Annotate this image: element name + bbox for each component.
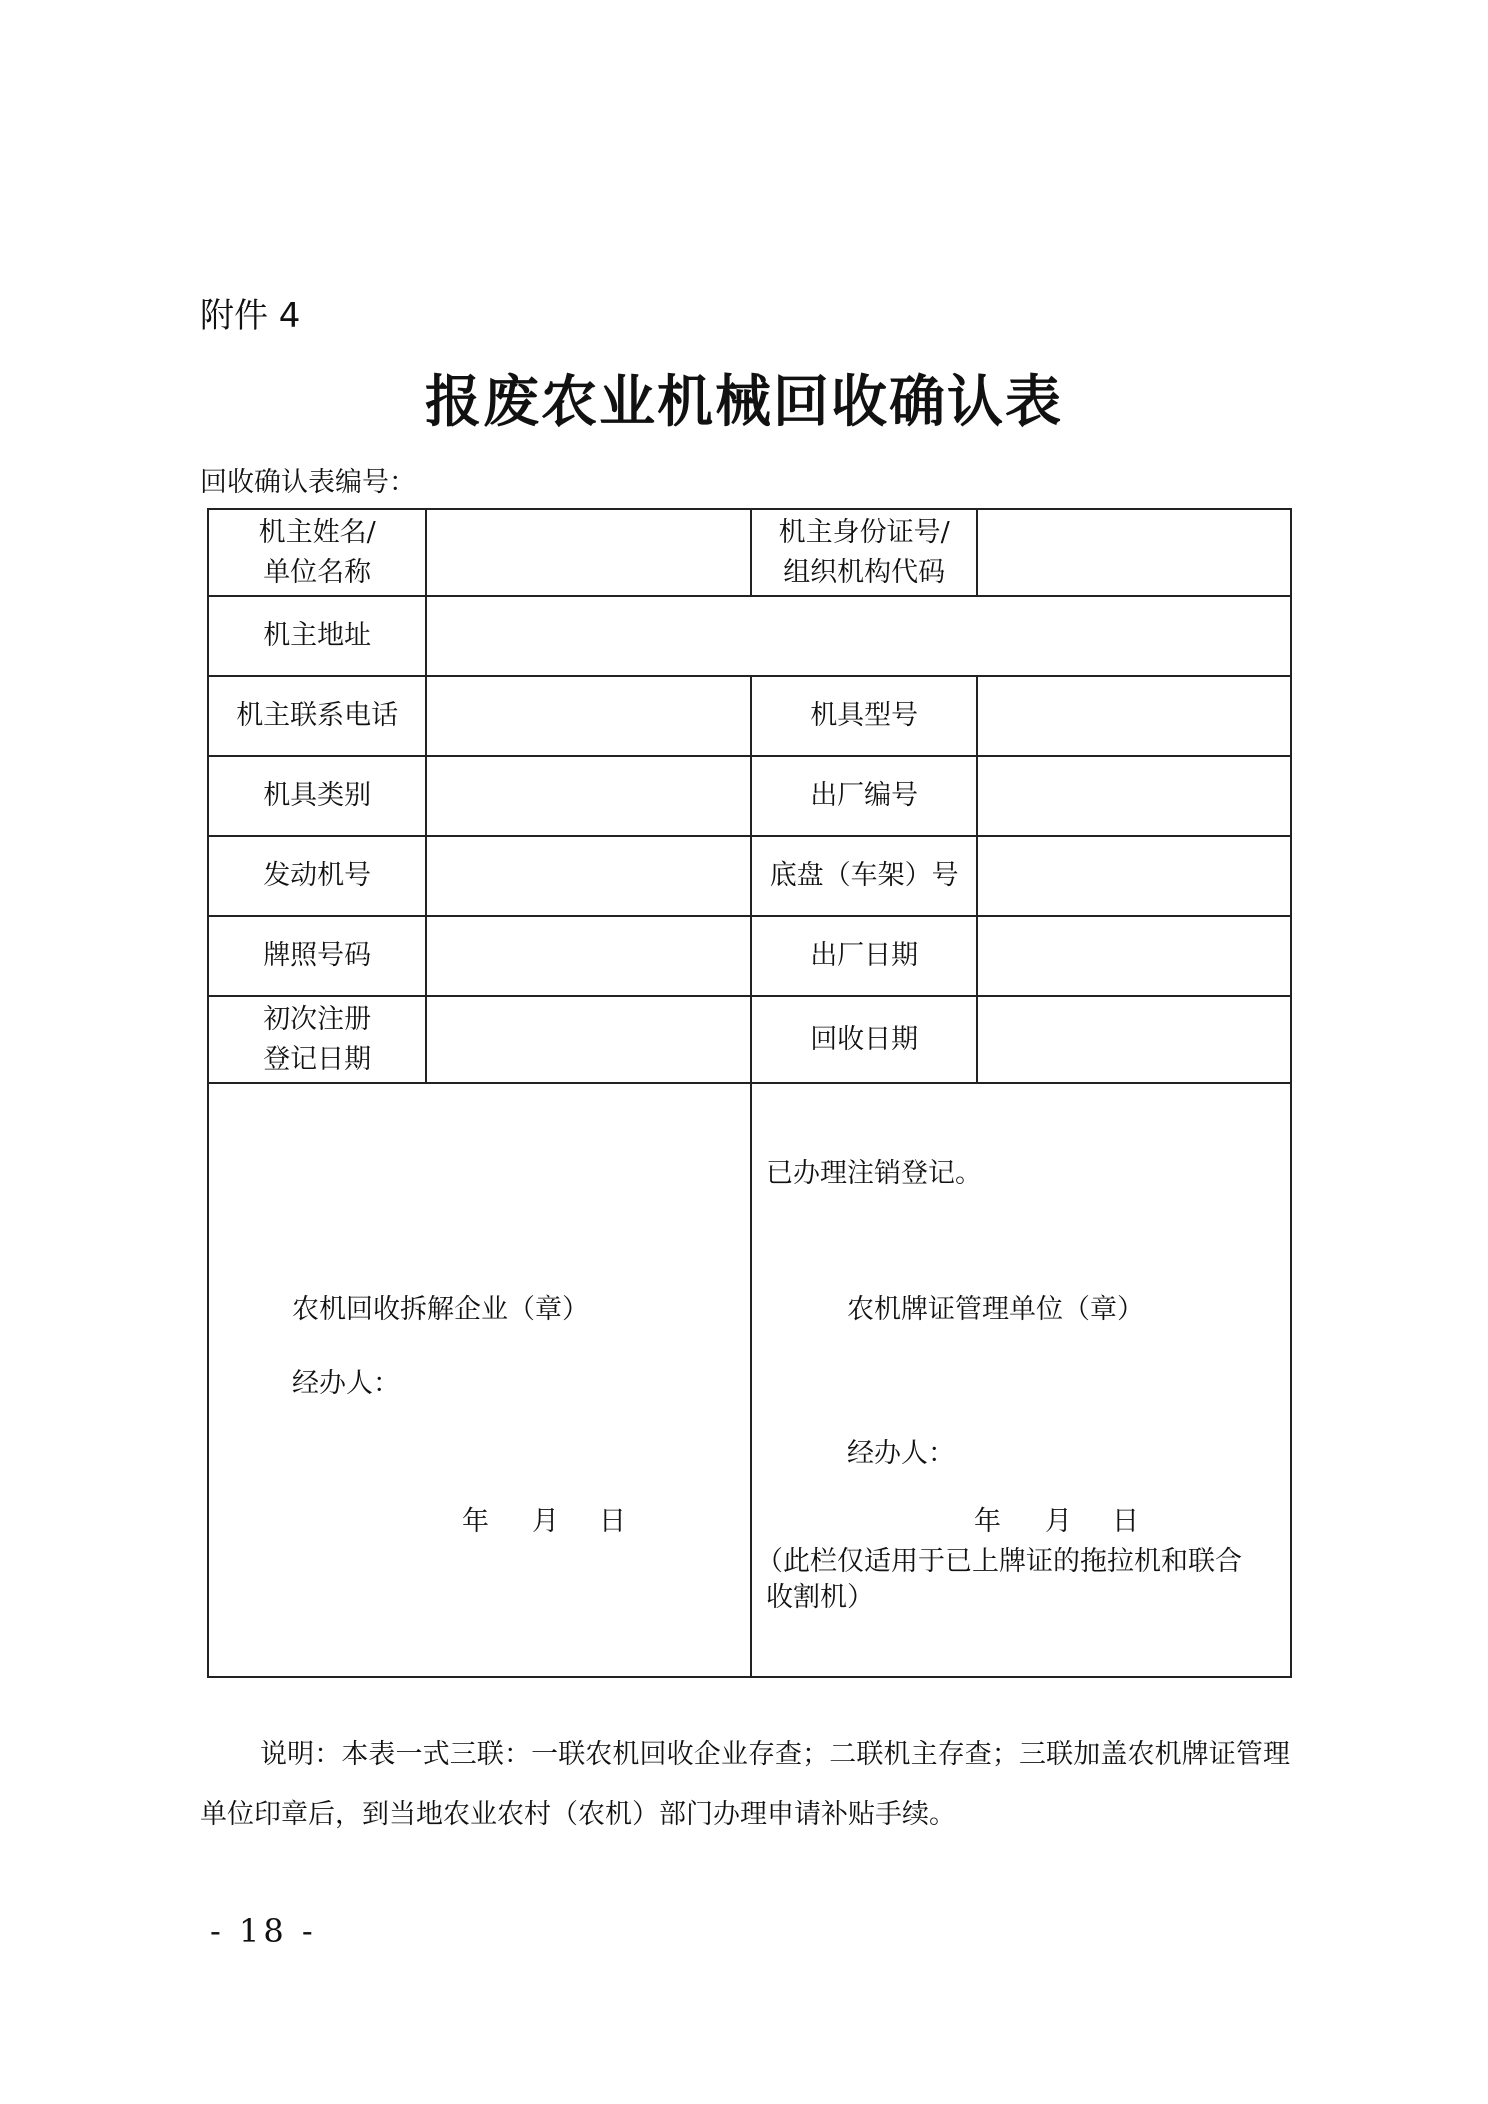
footnote-line1: （此栏仅适用于已上牌证的拖拉机和联合 — [755, 1546, 1242, 1577]
model-field[interactable] — [977, 676, 1291, 756]
table-row — [208, 836, 1291, 916]
authority-label: 农机牌证管理单位（章） — [846, 1294, 1144, 1325]
chassis-number-label: 底盘（车架）号 — [751, 836, 977, 916]
recycler-date-day: 日 — [599, 1506, 626, 1537]
engine-number-label: 发动机号 — [208, 836, 426, 916]
owner-id-label-line2: 组织机构代码 — [783, 556, 946, 588]
recycle-date-label: 回收日期 — [751, 996, 977, 1083]
recycle-date-field[interactable] — [977, 996, 1291, 1083]
recycler-handler-label: 经办人： — [292, 1368, 400, 1399]
owner-id-field[interactable] — [977, 509, 1291, 596]
factory-date-label: 出厂日期 — [751, 916, 977, 996]
recycler-company-label: 农机回收拆解企业（章） — [292, 1294, 589, 1325]
table-row — [208, 756, 1291, 836]
form-number-label: 回收确认表编号： — [200, 467, 416, 498]
plate-number-label: 牌照号码 — [208, 916, 426, 996]
owner-name-label-line2: 单位名称 — [263, 556, 372, 588]
owner-name-label-line1: 机主姓名/ — [258, 516, 376, 548]
factory-date-field[interactable] — [977, 916, 1291, 996]
owner-address-field[interactable] — [426, 596, 1291, 676]
instructions-note: 说明：本表一式三联：一联农机回收企业存查；二联机主存查；三联加盖农机牌证管理单位印章后，到当地农业农村（农机）部门办理申请补贴手续。 — [200, 1739, 1290, 1830]
owner-phone-label: 机主联系电话 — [208, 676, 426, 756]
table-row — [208, 596, 1291, 676]
recycler-date-year: 年 — [462, 1506, 489, 1537]
table-row — [208, 509, 1291, 596]
owner-name-label — [208, 509, 426, 596]
owner-name-field[interactable] — [426, 509, 751, 596]
owner-id-label-line1: 机主身份证号/ — [778, 516, 950, 548]
authority-date-month: 月 — [1044, 1506, 1072, 1537]
first-registration-field[interactable] — [426, 996, 751, 1083]
authority-date-year: 年 — [973, 1506, 1001, 1537]
authority-date-day: 日 — [1111, 1506, 1139, 1537]
factory-number-field[interactable] — [977, 756, 1291, 836]
table-row — [208, 916, 1291, 996]
chassis-number-field[interactable] — [977, 836, 1291, 916]
recycle-confirmation-table — [207, 508, 1292, 1678]
cancellation-note: 已办理注销登记。 — [765, 1158, 982, 1189]
owner-phone-field[interactable] — [426, 676, 751, 756]
recycler-date-month: 月 — [532, 1506, 559, 1537]
plate-number-field[interactable] — [426, 916, 751, 996]
page-number: - 18 - — [210, 1912, 317, 1950]
category-field[interactable] — [426, 756, 751, 836]
footnote-line2: 收割机） — [765, 1582, 874, 1613]
engine-number-field[interactable] — [426, 836, 751, 916]
first-registration-line1: 初次注册 — [263, 1003, 372, 1035]
category-label: 机具类别 — [208, 756, 426, 836]
owner-address-label: 机主地址 — [208, 596, 426, 676]
attachment-label: 附件 4 — [200, 296, 301, 336]
owner-id-label — [751, 509, 977, 596]
model-label: 机具型号 — [751, 676, 977, 756]
table-row — [208, 676, 1291, 756]
table-row — [208, 996, 1291, 1083]
recycler-signature-box — [208, 1083, 751, 1677]
form-title: 报废农业机械回收确认表 — [425, 369, 1063, 435]
authority-signature-box — [751, 1083, 1291, 1677]
table-row — [208, 1083, 1291, 1677]
first-registration-line2: 登记日期 — [263, 1043, 372, 1075]
authority-handler-label: 经办人： — [846, 1438, 955, 1469]
first-registration-label — [208, 996, 426, 1083]
factory-number-label: 出厂编号 — [751, 756, 977, 836]
